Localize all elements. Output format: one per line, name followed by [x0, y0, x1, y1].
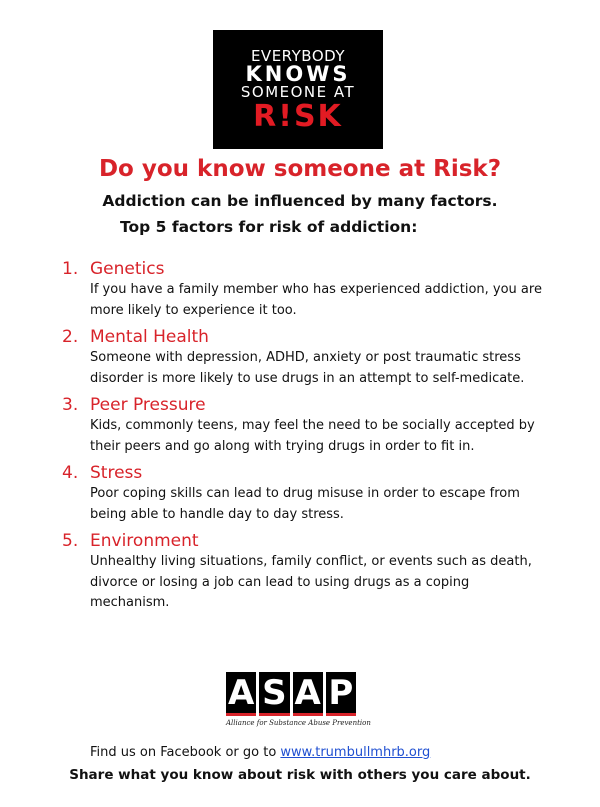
factor-description: Poor coping skills can lead to drug misuse in order to escape from being able to handle day to day stress. [90, 486, 520, 522]
factor-description: Unhealthy living situations, family conflict, or events such as death, divorce or losing a job can lead to using drugs as a coping mechanism. [90, 554, 532, 610]
factor-genetics [62, 258, 542, 321]
footer-share-text: Share what you know about risk with others you care about. [69, 767, 531, 783]
logo-line-everybody: EVERYBODY [250, 46, 346, 65]
factor-number: 3. [62, 395, 79, 415]
factor-description: Someone with depression, ADHD, anxiety or post traumatic stress disorder is more likely to use drugs in an attempt to self-medicate. [90, 350, 525, 386]
everybody-knows-logo [213, 30, 383, 149]
factor-description: If you have a family member who has experienced addiction, you are more likely to experience it too. [90, 282, 542, 318]
factor-number: 1. [62, 259, 79, 279]
factor-mental-health [62, 326, 542, 389]
logo-line-knows: KNOWS [245, 61, 351, 86]
factor-number: 2. [62, 327, 79, 347]
asap-letter: P [326, 672, 356, 716]
factor-number: 5. [62, 531, 79, 551]
website-link[interactable]: www.trumbullmhrb.org [280, 745, 431, 760]
factor-peer-pressure [62, 394, 542, 457]
factor-title: Genetics [90, 259, 165, 279]
subheading-top-factors: Top 5 factors for risk of addiction: [120, 218, 418, 236]
page-title: Do you know someone at Risk? [98, 156, 502, 182]
factor-title: Stress [90, 463, 143, 483]
factor-environment [62, 530, 542, 614]
factor-stress [62, 462, 542, 525]
footer-find-text: Find us on Facebook or go to [90, 745, 281, 760]
asap-letter: A [293, 672, 323, 716]
footer-find-us [90, 745, 430, 760]
factor-number: 4. [62, 463, 79, 483]
factor-title: Mental Health [90, 327, 209, 347]
factor-title: Peer Pressure [90, 395, 206, 415]
factor-title: Environment [90, 531, 199, 551]
asap-letter: A [226, 672, 256, 716]
logo-line-risk: R!SK [253, 98, 343, 134]
risk-factor-list [62, 258, 542, 619]
subheading-influence: Addiction can be influenced by many factors. [102, 192, 498, 210]
logo-line-someone-at: SOMEONE AT [240, 82, 356, 101]
asap-letter: S [259, 672, 289, 716]
factor-description: Kids, commonly teens, may feel the need to be socially accepted by their peers and go along with trying drugs in order to fit in. [90, 418, 535, 454]
asap-tagline: Alliance for Substance Abuse Prevention [226, 719, 371, 727]
asap-logo [226, 672, 371, 736]
